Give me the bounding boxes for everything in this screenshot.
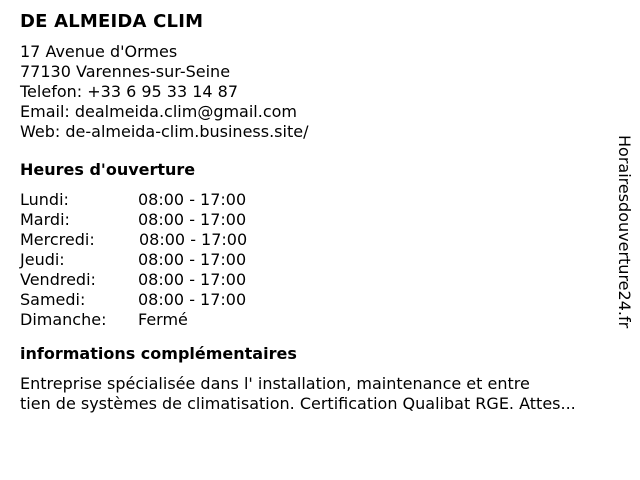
email-line: Email: dealmeida.clim@gmail.com <box>20 102 298 121</box>
opening-hours-title: Heures d'ouverture <box>20 160 196 179</box>
hours-time-value: 08:00 - 17:00 <box>138 190 247 209</box>
additional-info-line-1: Entreprise spécialisée dans l' installation, maintenance et entre <box>20 374 530 393</box>
hours-row-monday <box>20 190 610 210</box>
hours-time-value: 08:00 - 17:00 <box>139 230 248 249</box>
hours-day-label: Vendredi: <box>20 270 96 289</box>
address-line-1: 17 Avenue d'Ormes <box>20 42 178 61</box>
hours-row-thursday <box>20 250 610 270</box>
hours-row-wednesday <box>20 230 610 250</box>
hours-row-tuesday <box>20 210 610 230</box>
hours-day-label: Jeudi: <box>20 250 65 269</box>
hours-day-label: Mardi: <box>20 210 70 229</box>
hours-day-label: Samedi: <box>20 290 86 309</box>
contact-block <box>20 42 610 142</box>
website-line: Web: de-almeida-clim.business.site/ <box>20 122 309 141</box>
business-name: DE ALMEIDA CLIM <box>20 11 204 32</box>
hours-row-saturday <box>20 290 610 310</box>
hours-time-value: 08:00 - 17:00 <box>138 270 247 289</box>
watermark-text: Horairesdouverture24.fr <box>615 135 634 329</box>
hours-day-label: Lundi: <box>20 190 69 209</box>
additional-info-text <box>20 374 630 414</box>
hours-day-label: Mercredi: <box>20 230 95 249</box>
hours-time-value: 08:00 - 17:00 <box>138 290 247 309</box>
opening-hours-table <box>20 190 610 330</box>
additional-info-line-2: tien de systèmes de climatisation. Certification Qualibat RGE. Attes... <box>20 394 576 413</box>
hours-time-value: 08:00 - 17:00 <box>138 250 247 269</box>
hours-day-label: Dimanche: <box>20 310 107 329</box>
business-card <box>20 10 610 414</box>
hours-row-friday <box>20 270 610 290</box>
phone-line: Telefon: +33 6 95 33 14 87 <box>20 82 239 101</box>
additional-info-title: informations complémentaires <box>20 344 297 363</box>
address-line-2: 77130 Varennes-sur-Seine <box>20 62 231 81</box>
hours-time-value: Fermé <box>138 310 188 329</box>
hours-row-sunday <box>20 310 610 330</box>
hours-time-value: 08:00 - 17:00 <box>138 210 247 229</box>
